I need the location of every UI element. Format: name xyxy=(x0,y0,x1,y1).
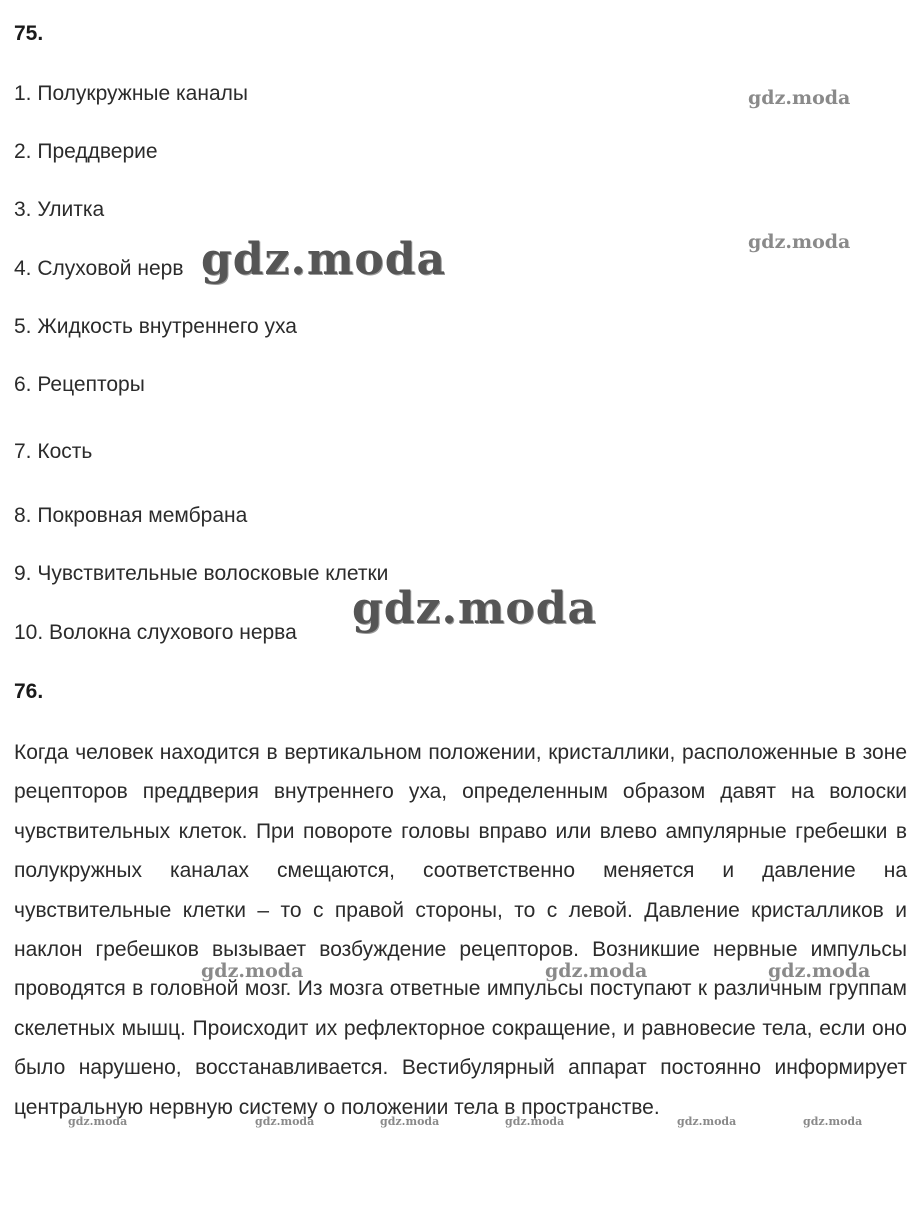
watermark: gdz.moda xyxy=(352,583,598,634)
list-item: 5. Жидкость внутреннего уха xyxy=(14,315,297,338)
list-item: 8. Покровная мембрана xyxy=(14,504,248,527)
watermark: gdz.moda xyxy=(748,231,851,253)
list-item: 3. Улитка xyxy=(14,198,105,221)
list-item: 6. Рецепторы xyxy=(14,373,145,396)
watermark: gdz.moda xyxy=(768,960,871,982)
watermark: gdz.moda xyxy=(803,1115,863,1128)
watermark: gdz.moda xyxy=(68,1115,128,1128)
list-item: 2. Преддверие xyxy=(14,140,158,163)
watermark: gdz.moda xyxy=(748,87,851,109)
watermark: gdz.moda xyxy=(201,960,304,982)
section-76-title: 76. xyxy=(14,680,44,703)
list-item: 10. Волокна слухового нерва xyxy=(14,621,297,644)
list-item: 1. Полукружные каналы xyxy=(14,82,248,105)
section-76-paragraph: Когда человек находится в вертикальном положении, кристаллики, расположенные в зоне рецепторов преддверия внутреннего уха, определенным образом давят на волоски чувствительных клеток. При повороте головы вправо или влево ампулярные гребешки в полукружных каналах смещаются, соответственно меняется и давление на чувствительные клетки – то с правой стороны, то с левой. Давление кристалликов и наклон гребешков вызывает возбуждение рецепторов. Возникшие нервные импульсы проводятся в головной мозг. Из мозга ответные импульсы поступают к различным группам скелетных мышц. Происходит их рефлекторное сокращение, и равновесие тела, если оно было нарушено, восстанавливается. Вестибулярный аппарат постоянно информирует центральную нервную систему о положении тела в пространстве. xyxy=(14,741,907,1119)
list-item: 7. Кость xyxy=(14,440,93,463)
watermark: gdz.moda xyxy=(201,234,447,285)
watermark: gdz.moda xyxy=(380,1115,440,1128)
watermark: gdz.moda xyxy=(255,1115,315,1128)
list-item: 9. Чувствительные волосковые клетки xyxy=(14,562,389,585)
watermark: gdz.moda xyxy=(677,1115,737,1128)
list-item: 4. Слуховой нерв xyxy=(14,257,184,280)
section-75-title: 75. xyxy=(14,22,44,45)
watermark: gdz.moda xyxy=(505,1115,565,1128)
watermark: gdz.moda xyxy=(545,960,648,982)
